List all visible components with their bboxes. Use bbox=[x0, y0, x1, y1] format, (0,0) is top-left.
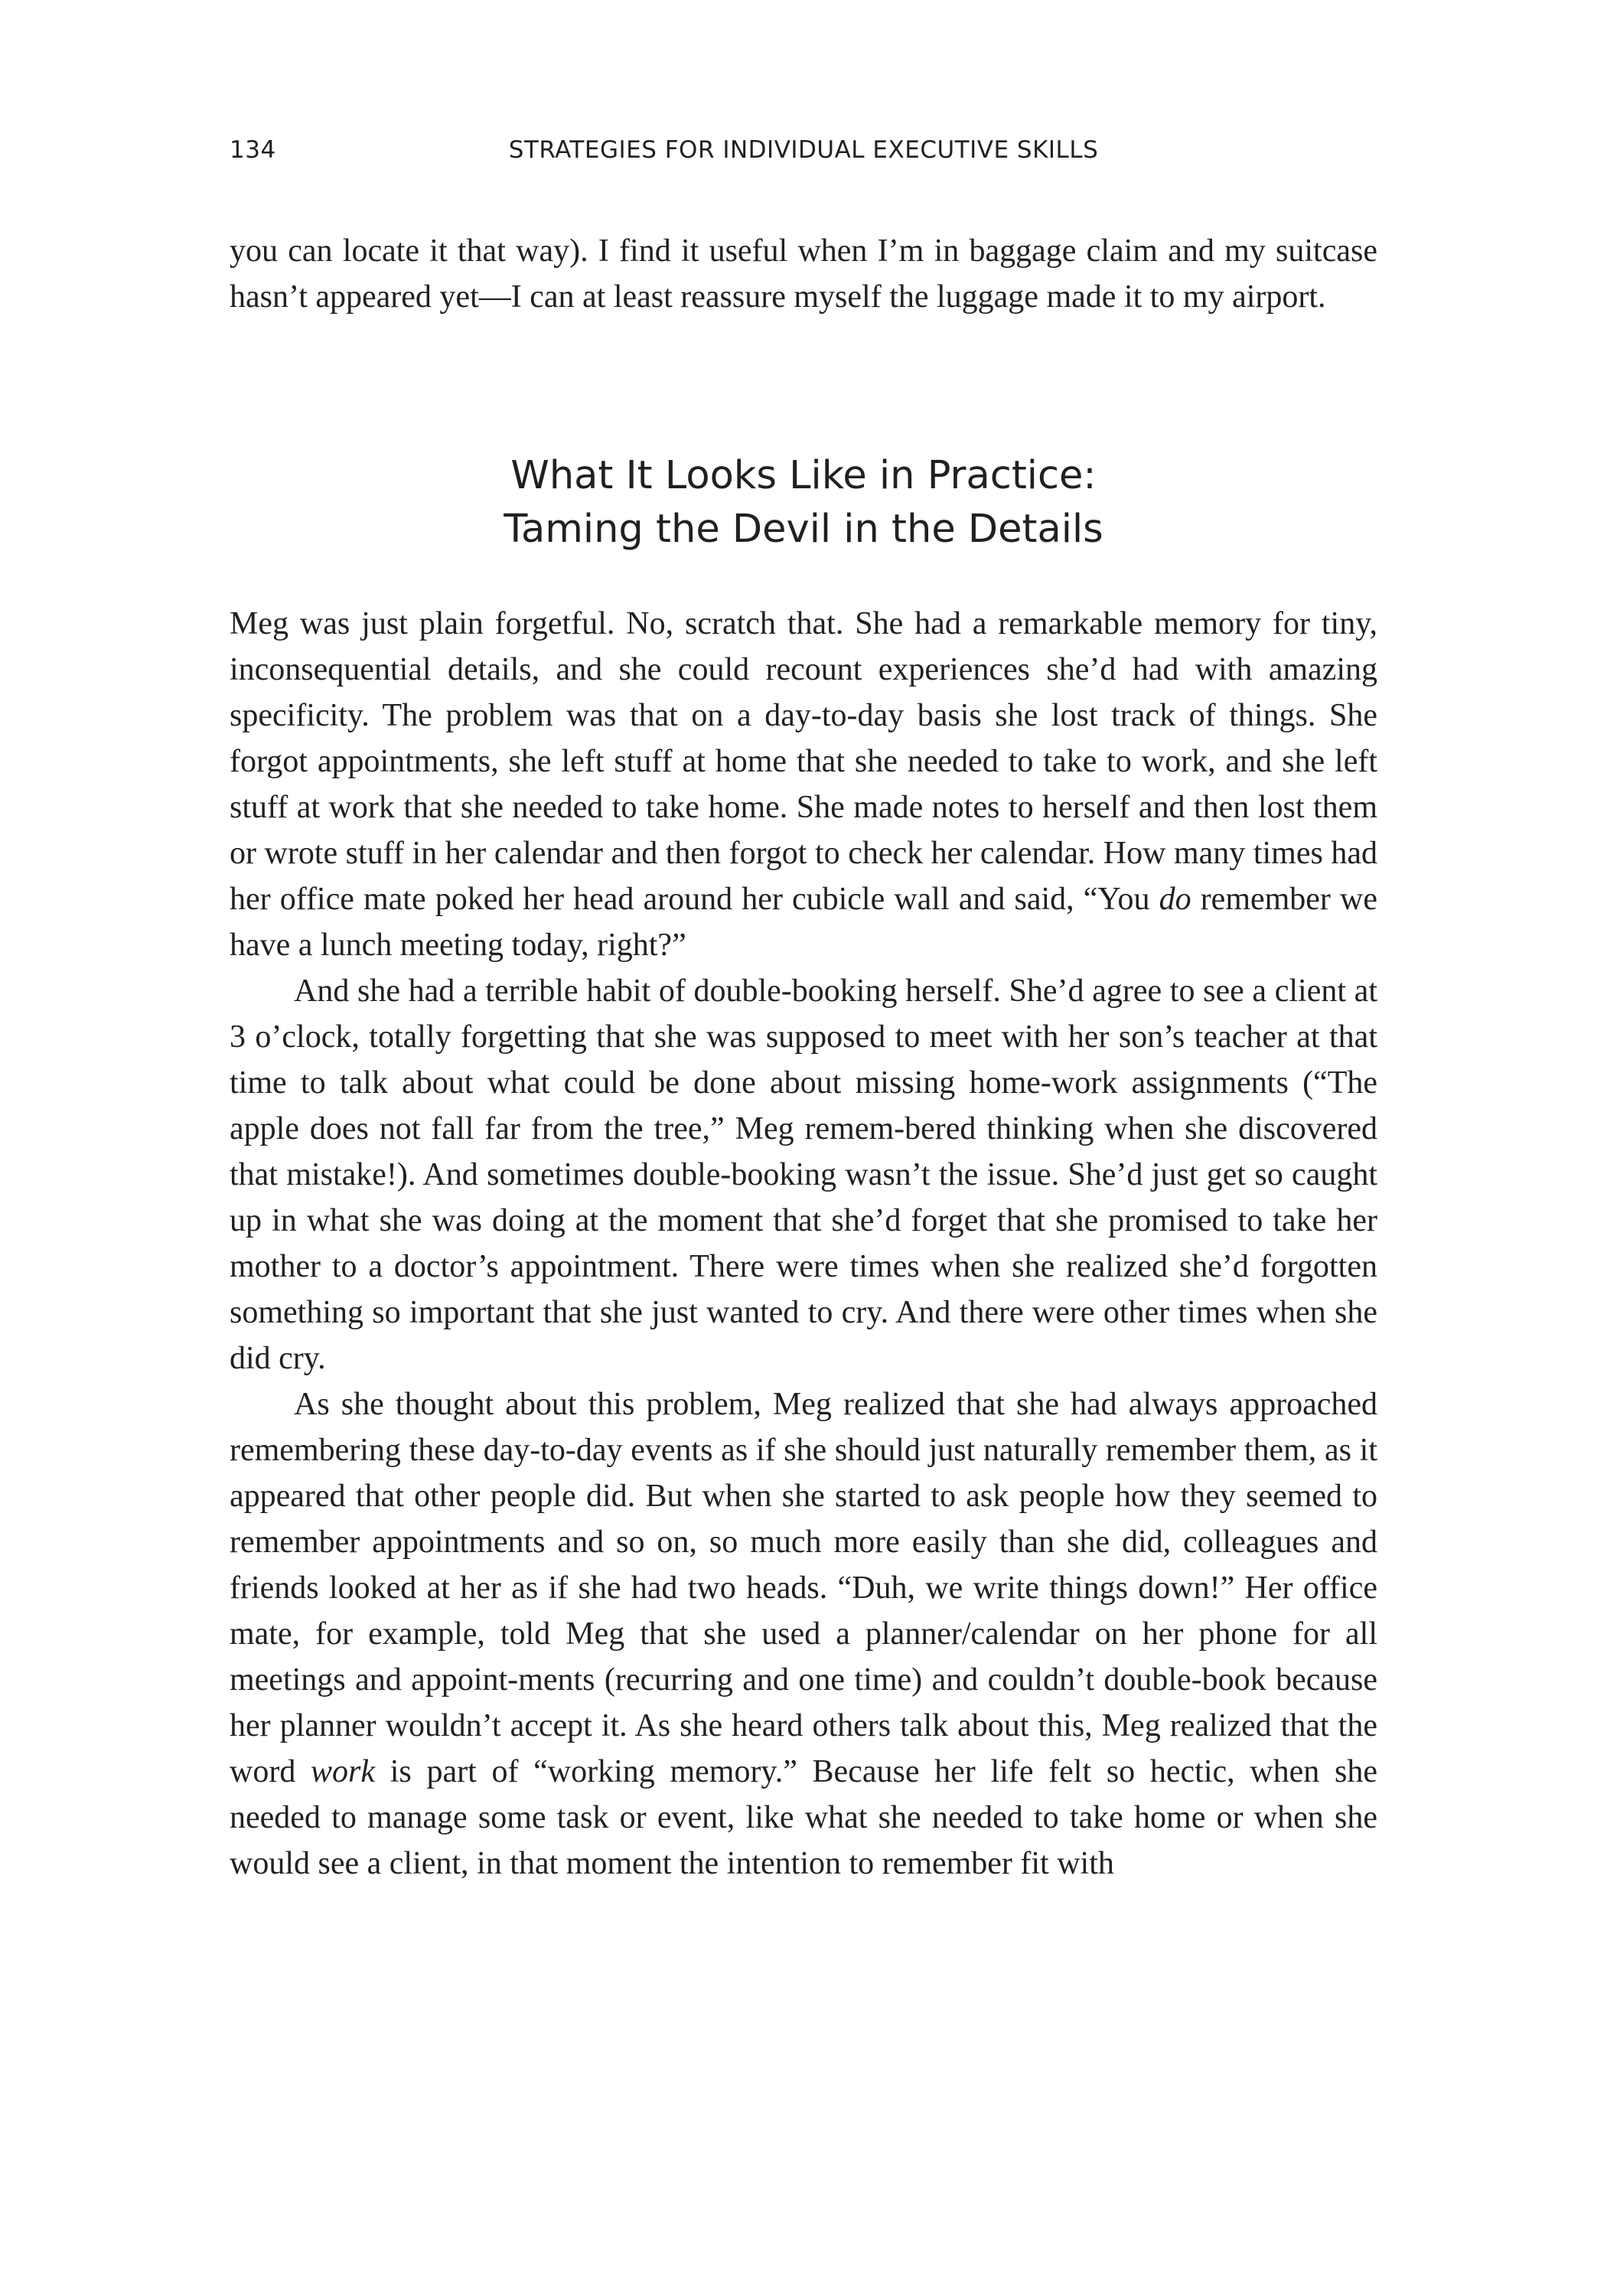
paragraph-3-text-a: As she thought about this problem, Meg realized that she had always approached remembering these day-to-day events as if she should just naturally remember them, as it appeared that other people did. But when she started to ask people how they seemed to remember appointments and so on, so much more easily than she did, colleagues and friends looked at her as if she had two heads. “Duh, we write things down!” Her office mate, for example, told Meg that she used a planner/calendar on her phone for all meetings and appoint-ments (recurring and one time) and couldn’t double-book because her planner wouldn’t accept it. As she heard others talk about this, Meg realized that the word bbox=[230, 1387, 1377, 1789]
paragraph-3-emphasis: work bbox=[311, 1754, 376, 1789]
section-heading-line-1: What It Looks Like in Practice: bbox=[510, 453, 1097, 498]
opening-text bbox=[230, 228, 1377, 320]
opening-paragraph: you can locate it that way). I find it useful when I’m in baggage claim and my suitcase hasn’t appeared yet—I can at least reassure myself the luggage made it to my airport. bbox=[230, 233, 1377, 315]
paragraph-1 bbox=[230, 601, 1377, 968]
section-heading-line-2: Taming the Devil in the Details bbox=[504, 507, 1103, 552]
paragraph-3 bbox=[230, 1381, 1377, 1887]
running-head bbox=[230, 136, 1377, 174]
paragraph-2: And she had a terrible habit of double-booking herself. She’d agree to see a client at 3 o’clock, totally forgetting that she was supposed to meet with her son’s teacher at that time to talk about what could be done about missing home-work assignments (“The apple does not fall far from the tree,” Meg remem-bered thinking when she discovered that mistake!). And sometimes double-booking wasn’t the issue. She’d just get so caught up in what she was doing at the moment that she’d forget that she promised to take her mother to a doctor’s appointment. There were times when she realized she’d forgotten something so important that she just wanted to cry. And there were other times when she did cry. bbox=[230, 974, 1377, 1376]
paragraph-1-text-b: remember we have a lunch meeting today, right?” bbox=[230, 882, 1377, 963]
running-title: STRATEGIES FOR INDIVIDUAL EXECUTIVE SKILLS bbox=[508, 136, 1099, 164]
paragraph-1-text-a: Meg was just plain forgetful. No, scratch that. She had a remarkable memory for tiny, inconsequential details, and she could recount experiences she’d had with amazing specificity. The problem was that on a day-to-day basis she lost track of things. She forgot appointments, she left stuff at home that she needed to take to work, and she left stuff at work that she needed to take home. She made notes to herself and then lost them or wrote stuff in her calendar and then forgot to check her calendar. How many times had her office mate poked her head around her cubicle wall and said, “You bbox=[230, 606, 1377, 917]
paragraph-1-emphasis: do bbox=[1159, 882, 1191, 917]
section-heading bbox=[230, 449, 1377, 556]
paragraph-3-text-b: is part of “working memory.” Because her life felt so hectic, when she needed to manage some task or event, like what she needed to take home or when she would see a client, in that moment the intention to remember fit with bbox=[230, 1754, 1377, 1881]
section-body bbox=[230, 601, 1377, 1887]
page-number: 134 bbox=[230, 136, 276, 164]
